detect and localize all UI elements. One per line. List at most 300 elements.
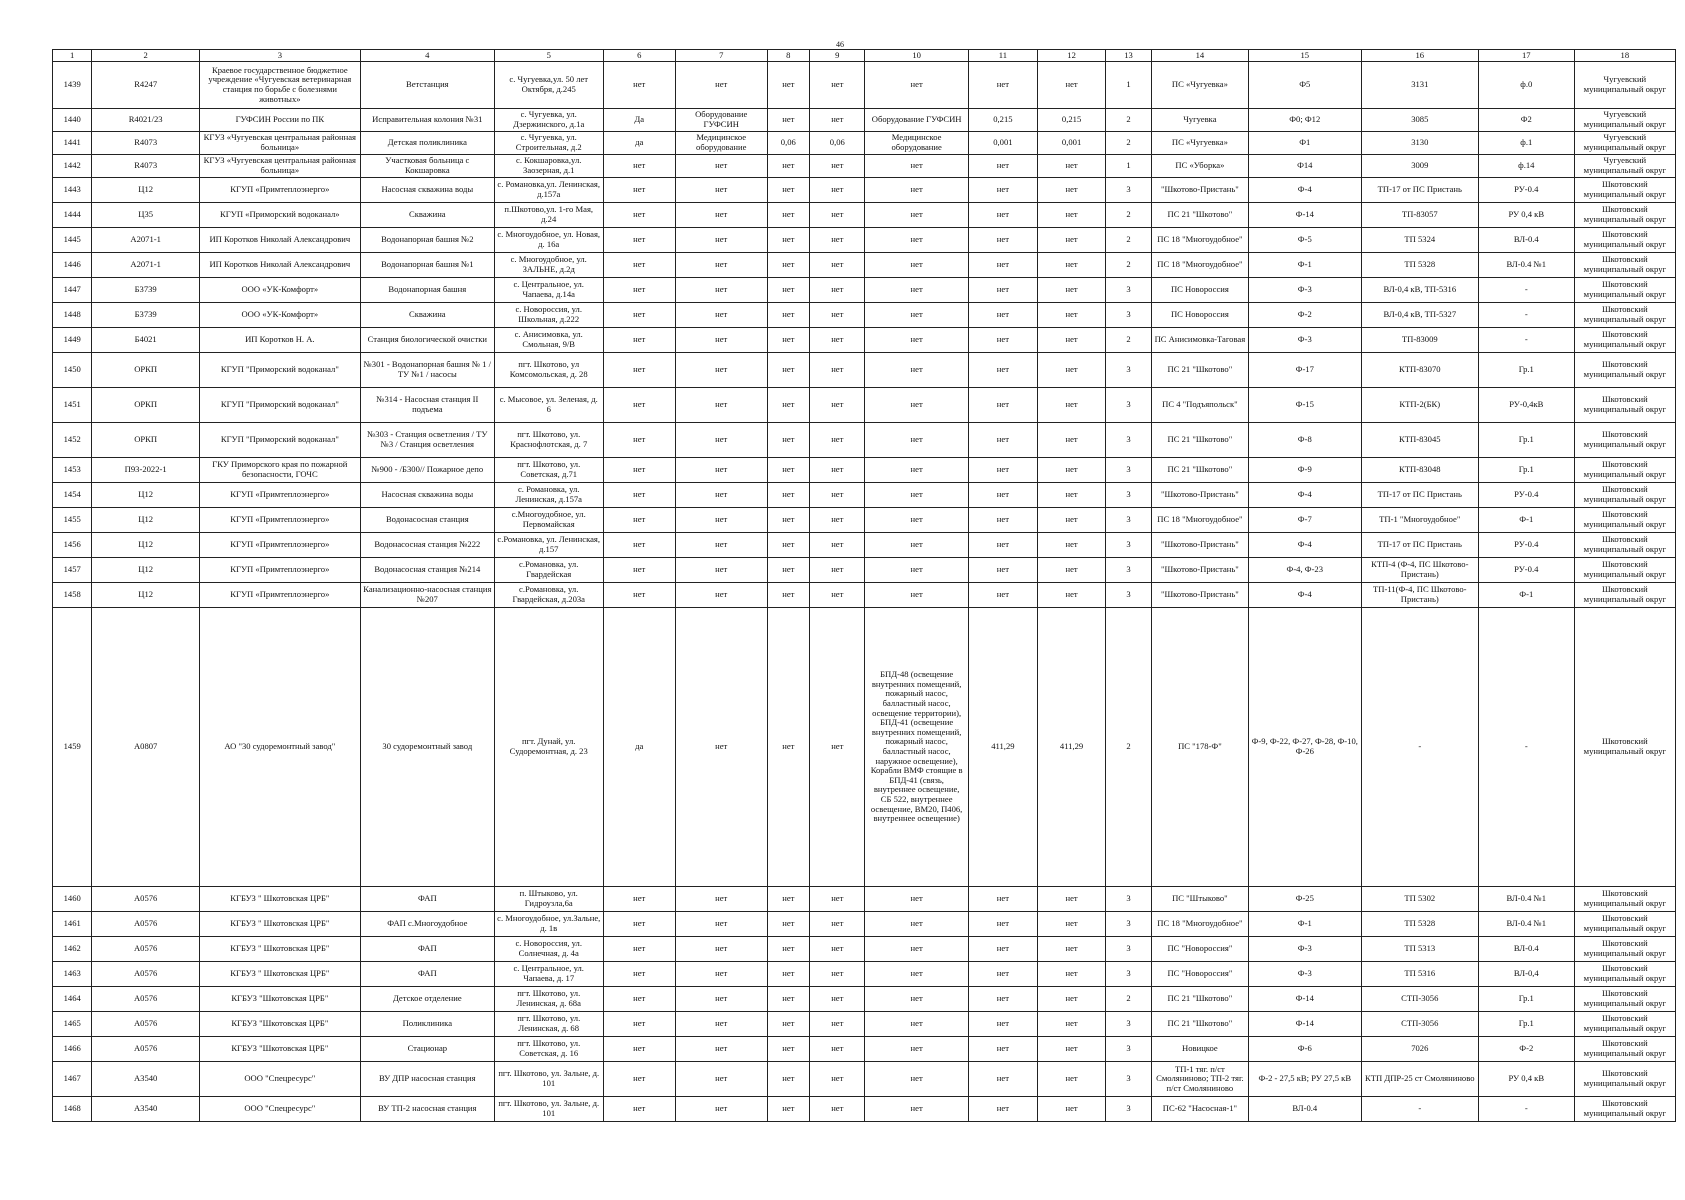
table-cell: нет	[810, 155, 865, 178]
table-cell: нет	[810, 483, 865, 508]
table-cell: нет	[675, 887, 767, 912]
table-cell: 1456	[53, 533, 92, 558]
table-cell: да	[603, 608, 675, 887]
table-cell: пгт. Шкотово, ул. Краснофлотская, д. 7	[494, 423, 603, 458]
table-cell: нет	[767, 388, 810, 423]
table-cell: 1463	[53, 962, 92, 987]
table-cell: 1457	[53, 558, 92, 583]
table-cell: Ф-1	[1248, 253, 1361, 278]
table-cell: нет	[675, 608, 767, 887]
table-cell: 3130	[1361, 132, 1478, 155]
column-header: 12	[1038, 50, 1106, 62]
table-cell: Шкотовский муниципальный округ	[1574, 583, 1675, 608]
table-cell: КГУП «Примтеплоэнерго»	[199, 533, 360, 558]
table-cell: Ф-5	[1248, 228, 1361, 253]
table-cell: Ф-14	[1248, 1012, 1361, 1037]
table-cell: КГУП "Приморский водоканал"	[199, 423, 360, 458]
table-cell: Чугуевский муниципальный округ	[1574, 62, 1675, 109]
table-row	[53, 109, 1676, 132]
table-cell: нет	[865, 155, 968, 178]
table-cell: с. Новороссия, ул. Школьная, д.222	[494, 303, 603, 328]
table-cell: АО "30 судоремонтный завод"	[199, 608, 360, 887]
table-cell: 1458	[53, 583, 92, 608]
table-cell: ФАП	[360, 887, 494, 912]
table-cell: нет	[865, 583, 968, 608]
table-cell: нет	[810, 887, 865, 912]
table-cell: нет	[1038, 178, 1106, 203]
table-cell: нет	[675, 987, 767, 1012]
table-cell: 3	[1106, 353, 1152, 388]
table-cell: нет	[865, 987, 968, 1012]
table-cell: с. Чугуевка, ул. Строительная, д.2	[494, 132, 603, 155]
table-row	[53, 155, 1676, 178]
table-cell: 0,215	[968, 109, 1037, 132]
table-cell: ПС 21 "Шкотово"	[1151, 353, 1248, 388]
table-cell: Чугуевка	[1151, 109, 1248, 132]
table-row	[53, 203, 1676, 228]
table-cell: нет	[603, 178, 675, 203]
table-cell: Краевое государственное бюджетное учреждение «Чугуевская ветеринарная станция по борьбе с болезнями животных»	[199, 62, 360, 109]
table-cell: ВЛ-0.4	[1248, 1097, 1361, 1122]
table-cell: ПС "Новороссия"	[1151, 937, 1248, 962]
table-cell: нет	[603, 533, 675, 558]
table-cell: А0576	[92, 962, 200, 987]
table-cell: нет	[675, 458, 767, 483]
table-cell: нет	[1038, 1097, 1106, 1122]
table-cell: нет	[1038, 458, 1106, 483]
table-cell: нет	[865, 483, 968, 508]
table-cell: КТП-83048	[1361, 458, 1478, 483]
table-row	[53, 328, 1676, 353]
table-cell: 1455	[53, 508, 92, 533]
table-cell: ТП 5313	[1361, 937, 1478, 962]
table-cell: КТП-83070	[1361, 353, 1478, 388]
table-cell: нет	[1038, 962, 1106, 987]
table-cell: ООО "Спецресурс"	[199, 1097, 360, 1122]
table-cell: с. Многоудобное, ул. ЗАЛЬНЕ, д.2д	[494, 253, 603, 278]
table-cell: нет	[810, 1012, 865, 1037]
column-header: 13	[1106, 50, 1152, 62]
table-cell: нет	[810, 303, 865, 328]
table-cell: 3	[1106, 1037, 1152, 1062]
table-cell: нет	[767, 912, 810, 937]
table-cell: нет	[968, 1037, 1037, 1062]
table-cell: 3	[1106, 533, 1152, 558]
table-cell: 3	[1106, 583, 1152, 608]
column-header: 16	[1361, 50, 1478, 62]
table-cell: ф.0	[1478, 62, 1574, 109]
table-cell: пгт. Шкотово, ул. Советская, д. 16	[494, 1037, 603, 1062]
table-cell: нет	[675, 228, 767, 253]
table-cell: нет	[767, 458, 810, 483]
table-cell: нет	[810, 558, 865, 583]
table-cell: 7026	[1361, 1037, 1478, 1062]
table-cell: ТП-17 от ПС Пристань	[1361, 533, 1478, 558]
table-cell: 1468	[53, 1097, 92, 1122]
table-cell: нет	[968, 1012, 1037, 1037]
table-cell: Насосная скважина воды	[360, 178, 494, 203]
table-cell: ООО «УК-Комфорт»	[199, 303, 360, 328]
table-cell: пгт. Шкотово, ул. Советская, д.71	[494, 458, 603, 483]
table-cell: Ф-3	[1248, 962, 1361, 987]
table-cell: Ц12	[92, 508, 200, 533]
table-cell: А2071-1	[92, 253, 200, 278]
table-cell: ВЛ-0.4	[1478, 228, 1574, 253]
table-cell: 1447	[53, 278, 92, 303]
table-cell: нет	[968, 155, 1037, 178]
table-cell: нет	[1038, 987, 1106, 1012]
table-cell: Шкотовский муниципальный округ	[1574, 1062, 1675, 1097]
table-row	[53, 912, 1676, 937]
table-cell: нет	[810, 203, 865, 228]
table-cell: нет	[865, 388, 968, 423]
table-cell: нет	[865, 887, 968, 912]
table-cell: нет	[603, 887, 675, 912]
table-cell: нет	[968, 1097, 1037, 1122]
table-cell: нет	[603, 458, 675, 483]
table-cell: 3	[1106, 388, 1152, 423]
table-cell: БПД-48 (освещение внутренних помещений, пожарный насос, балластный насос, освещение территории), БПД-41 (освещение внутренних помещений, пожарный насос, балластный насос, наружное освещение), Корабли ВМФ стоящие в БПД-41 (связь, внутреннее освещение, СБ 522, внутреннее освещение, ВМ20, П406, внутреннее освещение)	[865, 608, 968, 887]
table-cell: 3	[1106, 458, 1152, 483]
table-cell: Гр.1	[1478, 423, 1574, 458]
table-cell: нет	[767, 937, 810, 962]
table-cell: нет	[603, 912, 675, 937]
table-cell: нет	[810, 388, 865, 423]
table-cell: нет	[865, 1062, 968, 1097]
table-cell: нет	[603, 278, 675, 303]
table-cell: 1462	[53, 937, 92, 962]
table-cell: нет	[810, 228, 865, 253]
table-row	[53, 558, 1676, 583]
table-cell: нет	[968, 508, 1037, 533]
table-cell: КГУП "Приморский водоканал"	[199, 388, 360, 423]
table-cell: Да	[603, 109, 675, 132]
table-cell: КГБУЗ " Шкотовская ЦРБ"	[199, 887, 360, 912]
table-cell: нет	[968, 937, 1037, 962]
table-cell: Шкотовский муниципальный округ	[1574, 962, 1675, 987]
table-cell: А0576	[92, 1037, 200, 1062]
table-cell: ВЛ-0.4 №1	[1478, 912, 1574, 937]
table-cell: 0,001	[968, 132, 1037, 155]
table-cell: -	[1478, 328, 1574, 353]
table-cell: нет	[968, 62, 1037, 109]
table-cell: Ф-25	[1248, 887, 1361, 912]
table-cell: №303 - Станция осветления / ТУ №3 / Станция осветления	[360, 423, 494, 458]
table-cell: ПС 21 "Шкотово"	[1151, 987, 1248, 1012]
table-cell: 3	[1106, 912, 1152, 937]
table-cell: Ф-8	[1248, 423, 1361, 458]
table-cell: Ф-3	[1248, 328, 1361, 353]
table-cell: нет	[968, 353, 1037, 388]
table-cell: А0576	[92, 987, 200, 1012]
table-cell: ПС 21 "Шкотово"	[1151, 1012, 1248, 1037]
table-cell: нет	[1038, 155, 1106, 178]
table-cell: КГУП «Примтеплоэнерго»	[199, 558, 360, 583]
table-cell: Новицкое	[1151, 1037, 1248, 1062]
table-cell: ПС "Штыково"	[1151, 887, 1248, 912]
table-cell: Водонапорная башня №1	[360, 253, 494, 278]
table-cell: нет	[767, 608, 810, 887]
table-cell: Ф-9, Ф-22, Ф-27, Ф-28, Ф-10, Ф-26	[1248, 608, 1361, 887]
column-header: 3	[199, 50, 360, 62]
table-cell: 1442	[53, 155, 92, 178]
table-cell: ПС 18 "Многоудобное"	[1151, 253, 1248, 278]
table-cell: Ф-4	[1248, 483, 1361, 508]
table-cell: нет	[810, 1062, 865, 1097]
table-cell: ПС 21 "Шкотово"	[1151, 423, 1248, 458]
table-cell: R4073	[92, 132, 200, 155]
table-row	[53, 388, 1676, 423]
table-cell: Ф-15	[1248, 388, 1361, 423]
table-cell: 1460	[53, 887, 92, 912]
table-cell: 1	[1106, 62, 1152, 109]
table-cell: 3	[1106, 178, 1152, 203]
table-cell: нет	[675, 583, 767, 608]
table-cell: ТП-1 "Многоудобное"	[1361, 508, 1478, 533]
table-cell: Поликлиника	[360, 1012, 494, 1037]
table-cell: Ветстанция	[360, 62, 494, 109]
table-cell: Детская поликлиника	[360, 132, 494, 155]
column-header: 7	[675, 50, 767, 62]
table-cell: 2	[1106, 109, 1152, 132]
table-cell: с. Чугуевка, ул. Дзержинского, д.1а	[494, 109, 603, 132]
table-cell: 1446	[53, 253, 92, 278]
table-cell: ПС Новороссия	[1151, 278, 1248, 303]
table-cell: нет	[865, 62, 968, 109]
table-cell: 1443	[53, 178, 92, 203]
table-cell: Ф-4	[1248, 533, 1361, 558]
table-cell: нет	[865, 303, 968, 328]
table-cell: нет	[675, 303, 767, 328]
table-cell: Оборудование ГУФСИН	[675, 109, 767, 132]
table-cell: нет	[865, 278, 968, 303]
table-cell: с. Новороссия, ул. Солнечная, д. 4а	[494, 937, 603, 962]
table-cell: с.Романовка, ул. Гвардейская, д.203а	[494, 583, 603, 608]
table-cell: 1439	[53, 62, 92, 109]
table-cell: Водонапорная башня	[360, 278, 494, 303]
table-cell: нет	[865, 508, 968, 533]
table-cell: нет	[603, 1037, 675, 1062]
column-header: 8	[767, 50, 810, 62]
table-cell: нет	[968, 388, 1037, 423]
table-cell: R4021/23	[92, 109, 200, 132]
table-cell: нет	[810, 253, 865, 278]
table-cell: пгт. Шкотово, ул. Зальне, д. 101	[494, 1062, 603, 1097]
table-cell: Станция биологической очистки	[360, 328, 494, 353]
table-cell: ТП 5324	[1361, 228, 1478, 253]
table-cell: А3540	[92, 1062, 200, 1097]
table-cell: 3	[1106, 483, 1152, 508]
table-cell: Детское отделение	[360, 987, 494, 1012]
table-cell: нет	[675, 1037, 767, 1062]
table-cell: нет	[810, 508, 865, 533]
table-cell: нет	[865, 1097, 968, 1122]
table-cell: Ф2	[1478, 109, 1574, 132]
table-cell: Шкотовский муниципальный округ	[1574, 1037, 1675, 1062]
table-cell: нет	[767, 987, 810, 1012]
table-cell: нет	[603, 937, 675, 962]
table-cell: ПС 21 "Шкотово"	[1151, 203, 1248, 228]
table-row	[53, 508, 1676, 533]
table-cell: 2	[1106, 608, 1152, 887]
table-cell: ПС "178-Ф"	[1151, 608, 1248, 887]
table-cell: нет	[968, 423, 1037, 458]
table-cell: Ц12	[92, 483, 200, 508]
table-cell: КТП-83045	[1361, 423, 1478, 458]
table-cell: с.Романовка, ул. Ленинская, д.157	[494, 533, 603, 558]
table-row	[53, 178, 1676, 203]
table-cell: КГБУЗ "Шкотовская ЦРБ"	[199, 987, 360, 1012]
table-cell: Водонасосная станция №214	[360, 558, 494, 583]
table-cell: Шкотовский муниципальный округ	[1574, 987, 1675, 1012]
table-cell: нет	[865, 1037, 968, 1062]
table-cell: нет	[1038, 353, 1106, 388]
table-cell: нет	[675, 508, 767, 533]
table-cell: ПС 21 "Шкотово"	[1151, 458, 1248, 483]
table-cell: нет	[1038, 1037, 1106, 1062]
table-cell: пгт. Шкотово, ул Комсомольская, д. 28	[494, 353, 603, 388]
table-cell: ПС-62 "Насосная-1"	[1151, 1097, 1248, 1122]
table-cell: нет	[767, 62, 810, 109]
table-cell: А2071-1	[92, 228, 200, 253]
table-cell: нет	[968, 533, 1037, 558]
table-cell: КГБУЗ " Шкотовская ЦРБ"	[199, 912, 360, 937]
table-cell: нет	[767, 328, 810, 353]
table-cell: ВЛ-0.4	[1478, 937, 1574, 962]
table-cell: ОРКП	[92, 388, 200, 423]
table-cell: СТП-3056	[1361, 1012, 1478, 1037]
table-cell: Скважина	[360, 303, 494, 328]
table-cell: с. Мысовое, ул. Зеленая, д. 6	[494, 388, 603, 423]
table-cell: Ф-14	[1248, 203, 1361, 228]
table-cell: А0576	[92, 937, 200, 962]
column-header: 5	[494, 50, 603, 62]
table-cell: Ц12	[92, 558, 200, 583]
table-cell: Шкотовский муниципальный округ	[1574, 178, 1675, 203]
table-cell: нет	[968, 558, 1037, 583]
table-cell: с.Романовка, ул. Гвардейская	[494, 558, 603, 583]
table-cell: нет	[603, 508, 675, 533]
table-cell: 1444	[53, 203, 92, 228]
table-cell: нет	[675, 1012, 767, 1037]
table-cell: нет	[968, 253, 1037, 278]
table-cell: нет	[603, 483, 675, 508]
table-cell: КГБУЗ " Шкотовская ЦРБ"	[199, 937, 360, 962]
table-cell: нет	[603, 228, 675, 253]
table-cell: ВЛ-0,4 кВ, ТП-5327	[1361, 303, 1478, 328]
table-cell: Чугуевский муниципальный округ	[1574, 109, 1675, 132]
table-cell: КГУП «Примтеплоэнерго»	[199, 483, 360, 508]
table-cell: с. Чугуевка,ул. 50 лет Октября, д.245	[494, 62, 603, 109]
table-cell: Ф-2 - 27,5 кВ; РУ 27,5 кВ	[1248, 1062, 1361, 1097]
table-cell: Шкотовский муниципальный округ	[1574, 508, 1675, 533]
table-cell: нет	[968, 458, 1037, 483]
table-cell: Шкотовский муниципальный округ	[1574, 253, 1675, 278]
table-cell: ВУ ДПР насосная станция	[360, 1062, 494, 1097]
table-cell: нет	[767, 1012, 810, 1037]
table-cell: 411,29	[968, 608, 1037, 887]
table-cell: 1451	[53, 388, 92, 423]
table-cell: нет	[767, 583, 810, 608]
table-cell: нет	[865, 203, 968, 228]
table-row	[53, 608, 1676, 887]
table-cell: нет	[767, 178, 810, 203]
table-cell: 3	[1106, 937, 1152, 962]
table-cell: нет	[865, 228, 968, 253]
table-cell: 3	[1106, 1012, 1152, 1037]
table-cell: нет	[1038, 887, 1106, 912]
table-cell: Стационар	[360, 1037, 494, 1062]
table-cell: Ф-9	[1248, 458, 1361, 483]
table-cell: R4247	[92, 62, 200, 109]
table-cell: нет	[810, 423, 865, 458]
table-cell: нет	[767, 278, 810, 303]
table-cell: нет	[968, 278, 1037, 303]
table-cell: Шкотовский муниципальный округ	[1574, 328, 1675, 353]
table-cell: Шкотовский муниципальный округ	[1574, 353, 1675, 388]
table-cell: нет	[675, 483, 767, 508]
table-cell: ВЛ-0.4 №1	[1478, 253, 1574, 278]
table-cell: п. Штыково, ул. Гидроузла,6а	[494, 887, 603, 912]
table-cell: ПС "Новороссия"	[1151, 962, 1248, 987]
table-cell: 1450	[53, 353, 92, 388]
table-cell: КГУЗ «Чугуевская центральная районная больница»	[199, 132, 360, 155]
table-cell: нет	[968, 203, 1037, 228]
table-cell: нет	[603, 353, 675, 388]
table-cell: А0576	[92, 1012, 200, 1037]
table-cell: Шкотовский муниципальный округ	[1574, 533, 1675, 558]
table-cell: Шкотовский муниципальный округ	[1574, 228, 1675, 253]
table-row	[53, 1062, 1676, 1097]
table-cell: с. Романовка, ул. Ленинская, д.157а	[494, 483, 603, 508]
table-cell: нет	[865, 458, 968, 483]
table-cell: 1467	[53, 1062, 92, 1097]
table-cell: Ф-4	[1248, 178, 1361, 203]
table-cell: Оборудование ГУФСИН	[865, 109, 968, 132]
table-cell: Ф-3	[1248, 278, 1361, 303]
table-cell: 2	[1106, 328, 1152, 353]
table-cell: нет	[767, 228, 810, 253]
table-cell: ТП 5316	[1361, 962, 1478, 987]
table-cell: нет	[968, 583, 1037, 608]
table-cell: 1454	[53, 483, 92, 508]
table-cell: Насосная скважина воды	[360, 483, 494, 508]
table-cell: Медицинское оборудование	[675, 132, 767, 155]
table-cell: Чугуевский муниципальный округ	[1574, 132, 1675, 155]
table-cell: Шкотовский муниципальный округ	[1574, 1012, 1675, 1037]
table-cell: нет	[810, 987, 865, 1012]
table-cell: нет	[1038, 533, 1106, 558]
table-cell: ТП-17 от ПС Пристань	[1361, 483, 1478, 508]
table-cell: Ф-2	[1248, 303, 1361, 328]
table-cell: ВЛ-0,4	[1478, 962, 1574, 987]
table-cell: Б3739	[92, 303, 200, 328]
table-cell: ФАП	[360, 937, 494, 962]
table-cell: нет	[1038, 62, 1106, 109]
table-row	[53, 278, 1676, 303]
table-cell: Медицинское оборудование	[865, 132, 968, 155]
table-cell: КГУП «Примтеплоэнерго»	[199, 583, 360, 608]
table-cell: ОРКП	[92, 353, 200, 388]
table-cell: нет	[865, 328, 968, 353]
table-cell: 3	[1106, 1062, 1152, 1097]
table-cell: Ф-1	[1478, 508, 1574, 533]
table-cell: ПС «Чугуевка»	[1151, 62, 1248, 109]
table-cell: 3	[1106, 278, 1152, 303]
table-cell: нет	[675, 423, 767, 458]
table-cell: нет	[603, 155, 675, 178]
table-cell: П93-2022-1	[92, 458, 200, 483]
